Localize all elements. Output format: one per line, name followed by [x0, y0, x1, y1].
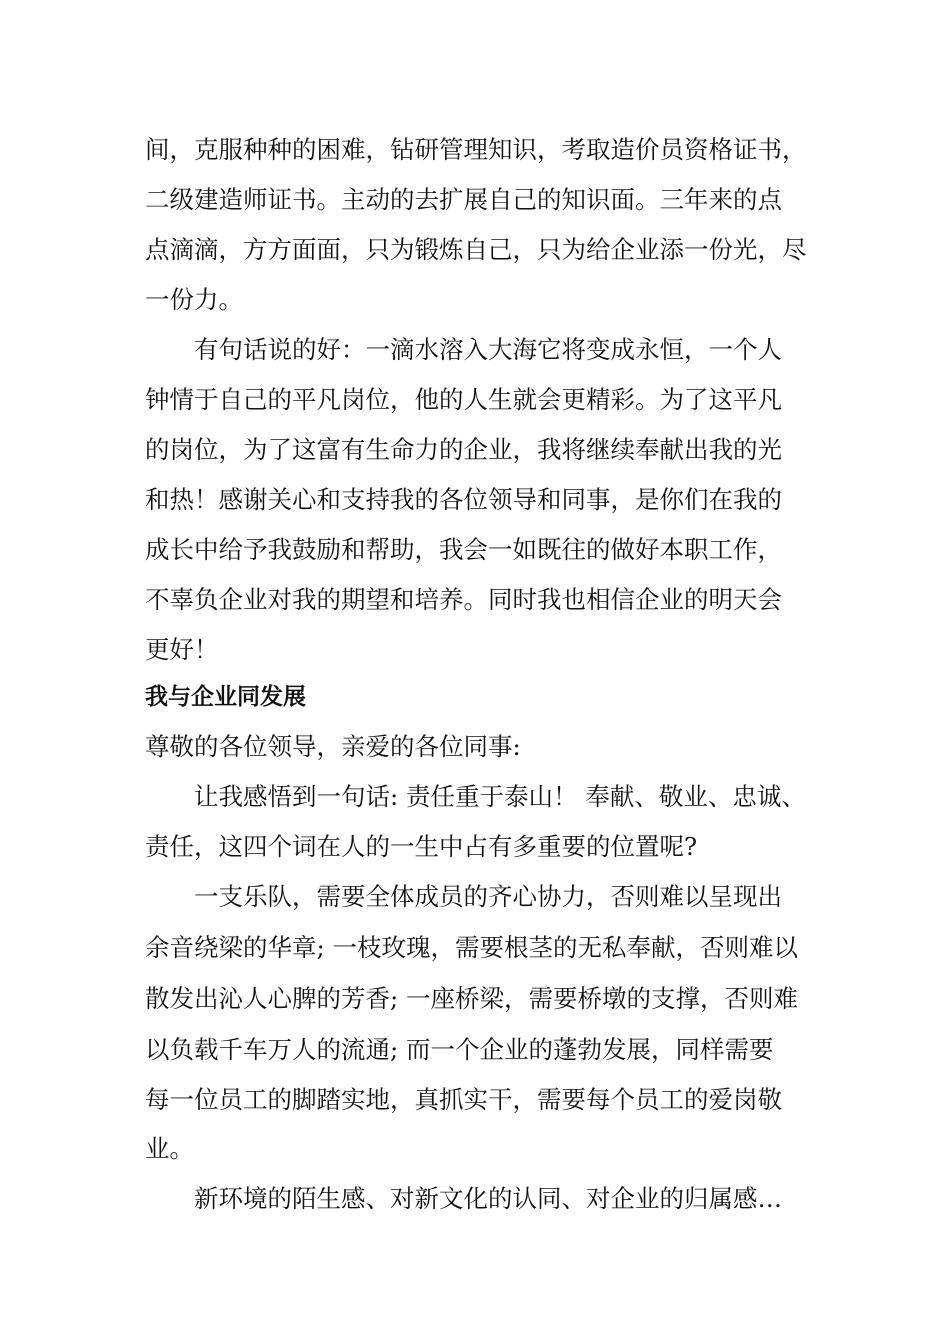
paragraph-line: 点滴滴，方方面面，只为锻炼自己，只为给企业添一份光，尽	[145, 235, 807, 264]
paragraph-line: 一支乐队，需要全体成员的齐心协力，否则难以呈现出	[194, 882, 782, 911]
paragraph-line: 和热！感谢关心和支持我的各位领导和同事，是你们在我的	[145, 485, 782, 514]
paragraph-line: 有句话说的好：一滴水溶入大海它将变成永恒，一个人	[194, 335, 782, 364]
salutation: 尊敬的各位领导，亲爱的各位同事:	[145, 732, 521, 761]
paragraph-line: 钟情于自己的平凡岗位，他的人生就会更精彩。为了这平凡	[145, 385, 782, 414]
section-heading: 我与企业同发展	[145, 684, 306, 710]
paragraph-line: 二级建造师证书。主动的去扩展自己的知识面。三年来的点	[145, 185, 782, 214]
paragraph-line: 更好！	[145, 635, 219, 664]
paragraph-line: 不辜负企业对我的期望和培养。同时我也相信企业的明天会	[145, 585, 782, 614]
paragraph-line: 新环境的陌生感、对新文化的认同、对企业的归属感…	[194, 1184, 782, 1213]
paragraph-line: 余音绕梁的华章; 一枝玫瑰，需要根茎的无私奉献，否则难以	[145, 933, 799, 962]
paragraph-line: 每一位员工的脚踏实地，真抓实干，需要每个员工的爱岗敬	[145, 1085, 782, 1114]
paragraph-line: 业。	[145, 1134, 194, 1163]
paragraph-line: 责任，这四个词在人的一生中占有多重要的位置呢?	[145, 832, 698, 861]
paragraph-line: 散发出沁人心脾的芳香; 一座桥梁，需要桥墩的支撑，否则难	[145, 984, 799, 1013]
paragraph-line: 的岗位，为了这富有生命力的企业，我将继续奉献出我的光	[145, 435, 782, 464]
paragraph-line: 成长中给予我鼓励和帮助，我会一如既往的做好本职工作，	[145, 535, 782, 564]
paragraph-line: 以负载千车万人的流通; 而一个企业的蓬勃发展，同样需要	[145, 1035, 774, 1064]
paragraph-line: 一份力。	[145, 285, 243, 314]
paragraph-line: 间，克服种种的困难，钻研管理知识，考取造价员资格证书，	[145, 135, 807, 164]
paragraph-line: 让我感悟到一句话: 责任重于泰山！ 奉献、敬业、忠诚、	[194, 782, 806, 811]
